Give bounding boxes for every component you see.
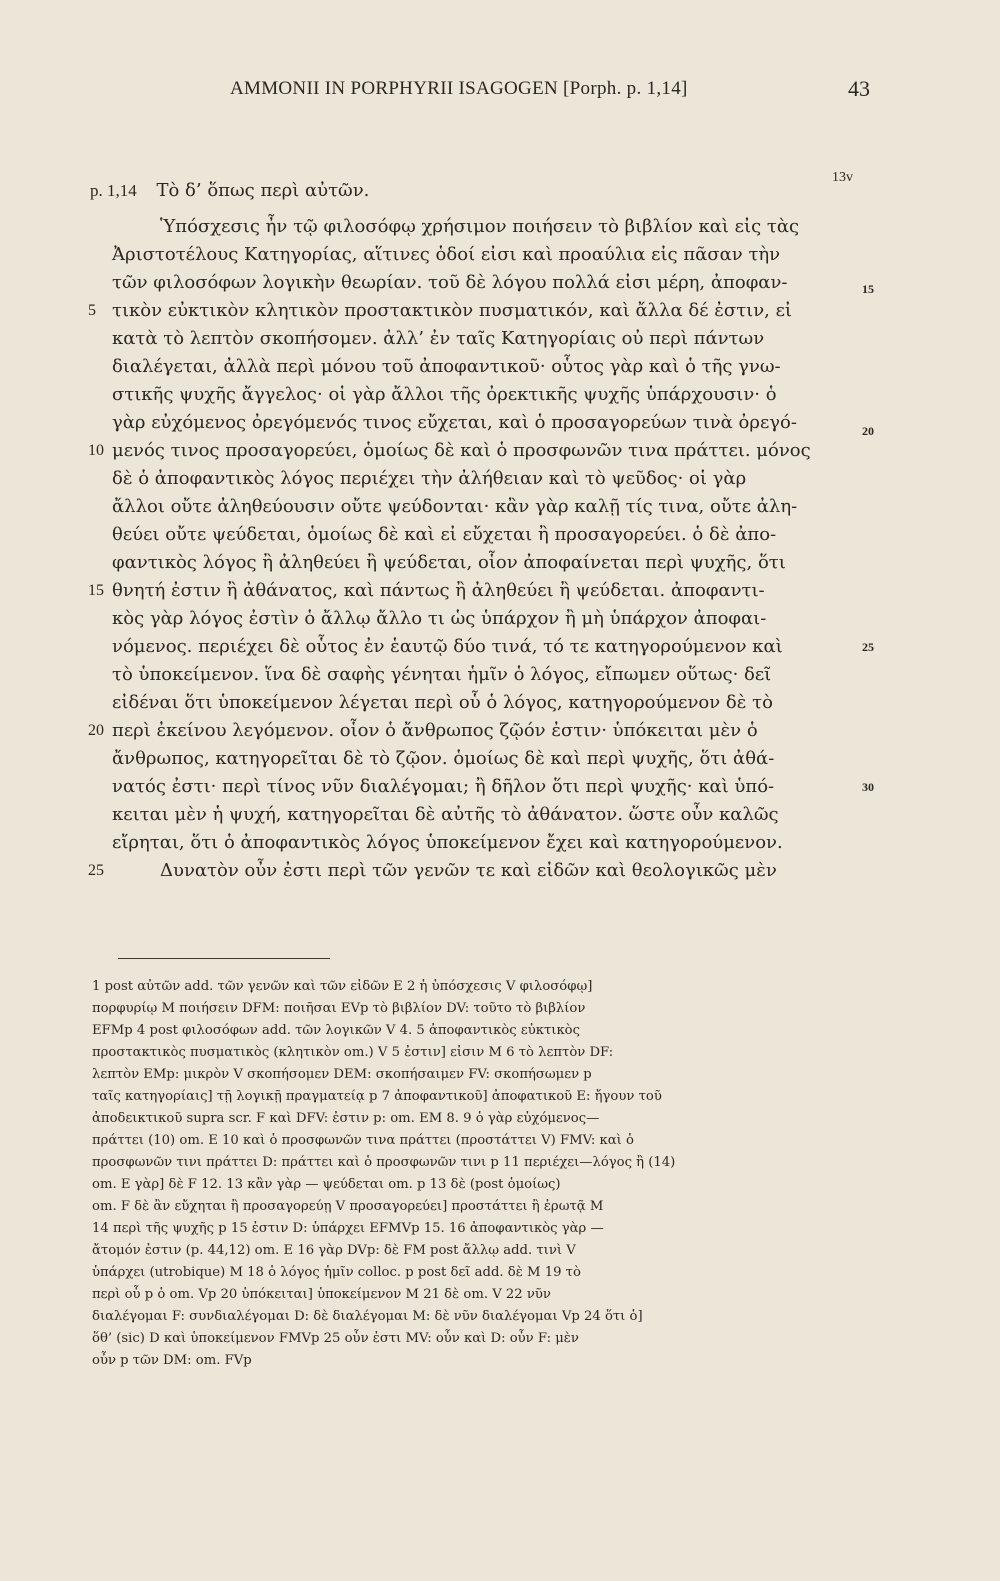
apparatus-line: λεπτὸν EMp: μικρὸν V σκοπήσομεν DEM: σκοπήσαιμεν FV: σκοπήσωμεν p <box>92 1067 592 1082</box>
apparatus-line: προσφωνῶν τινι πράττει D: πράττει καὶ ὁ προσφωνῶν τινι p 11 περιέχει—λόγος ἢ (14) <box>92 1155 676 1170</box>
text-line: Δυνατὸν οὖν ἐστι περὶ τῶν γενῶν τε καὶ εἰδῶν καὶ θεολογικῶς μὲν <box>160 860 777 881</box>
apparatus-line: ὑπάρχει (utrobique) M 18 ὁ λόγος ἡμῖν colloc. p post δεῖ add. δὲ M 19 τὸ <box>92 1265 581 1280</box>
text-line: Ὑπόσχεσις ἦν τῷ φιλοσόφῳ χρήσιμον ποιήσειν τὸ βιβλίον καὶ εἰς τὰς <box>160 216 800 237</box>
text-line: φαντικὸς λόγος ἢ ἀληθεύει ἢ ψεύδεται, οἷον ἀποφαίνεται περὶ ψυχῆς, ὅτι <box>112 552 786 573</box>
line-number: 10 <box>88 442 104 459</box>
text-line: ἄνθρωπος, κατηγορεῖται δὲ τὸ ζῷον. ὁμοίως δὲ καὶ περὶ ψυχῆς, ὅτι ἀθά- <box>112 748 775 769</box>
apparatus-line: ἀποδεικτικοῦ supra scr. F καὶ DFV: ἐστιν p: om. EM 8. 9 ὁ γὰρ εὐχόμενος— <box>92 1111 600 1126</box>
text-line: ἄλλοι οὔτε ἀληθεύουσιν οὔτε ψεύδονται· κἂν γὰρ καλῇ τίς τινα, οὔτε ἀλη- <box>112 496 798 517</box>
text-line: κατὰ τὸ λεπτὸν σκοπήσομεν. ἀλλ’ ἐν ταῖς Κατηγορίαις οὐ περὶ πάντων <box>112 328 765 349</box>
line-number: 15 <box>88 582 104 599</box>
lemma: Τὸ δ’ ὅπως περὶ αὐτῶν. <box>156 180 370 201</box>
footnote-divider <box>118 958 330 959</box>
line-number: 20 <box>88 722 104 739</box>
apparatus-line: 1 post αὐτῶν add. τῶν γενῶν καὶ τῶν εἰδῶν E 2 ἡ ὑπόσχεσις V φιλοσόφῳ] <box>92 979 593 994</box>
text-line: κειται μὲν ἡ ψυχή, κατηγορεῖται δὲ αὐτῆς τὸ ἀθάνατον. ὥστε οὖν καλῶς <box>112 804 779 825</box>
apparatus-line: ὅθ’ (sic) D καὶ ὑποκείμενον FMVp 25 οὖν ἐστι MV: οὖν καὶ D: οὖν F: μὲν <box>92 1331 579 1346</box>
text-line: περὶ ἐκείνου λεγόμενον. οἷον ὁ ἄνθρωπος ζῷόν ἐστιν· ὑπόκειται μὲν ὁ <box>112 720 758 741</box>
text-line: στικῆς ψυχῆς ἄγγελος· οἱ γὰρ ἄλλοι τῆς ὀρεκτικῆς ψυχῆς ὑπάρχουσιν· ὁ <box>112 384 777 405</box>
section-heading <box>90 180 369 201</box>
apparatus-line: ἄτομόν ἐστιν (p. 44,12) om. E 16 γὰρ DVp: δὲ FM post ἄλλῳ add. τινὶ V <box>92 1243 576 1258</box>
text-line: θνητή ἐστιν ἢ ἀθάνατος, καὶ πάντως ἢ ἀληθεύει ἢ ψεύδεται. ἀποφαντι- <box>112 580 765 601</box>
folio-marker: 13v <box>832 170 853 185</box>
apparatus-line: οὖν p τῶν DM: om. FVp <box>92 1353 252 1368</box>
text-line: νατός ἐστι· περὶ τίνος νῦν διαλέγομαι; ἢ δῆλον ὅτι περὶ ψυχῆς· καὶ ὑπό- <box>112 776 775 797</box>
margin-number: 25 <box>862 640 874 654</box>
apparatus-line: πορφυρίῳ M ποιήσειν DFM: ποιῆσαι EVp τὸ βιβλίον DV: τοῦτο τὸ βιβλίον <box>92 1001 586 1016</box>
apparatus-line: πράττει (10) om. E 10 καὶ ὁ προσφωνῶν τινα πράττει (προστάττει V) FMV: καὶ ὁ <box>92 1133 634 1148</box>
text-line: δὲ ὁ ἀποφαντικὸς λόγος περιέχει τὴν ἀλήθειαν καὶ τὸ ψεῦδος· οἱ γὰρ <box>112 468 747 489</box>
text-line: εἰδέναι ὅτι ὑποκείμενον λέγεται περὶ οὗ ὁ λόγος, κατηγορούμενον δὲ τὸ <box>112 692 773 713</box>
line-number: 25 <box>88 862 104 879</box>
margin-number: 30 <box>862 780 874 794</box>
apparatus-line: ταῖς κατηγορίαις] τῇ λογικῇ πραγματείᾳ p 7 ἀποφαντικοῦ] ἀποφατικοῦ E: ἤγουν τοῦ <box>92 1089 662 1104</box>
text-line: τῶν φιλοσόφων λογικὴν θεωρίαν. τοῦ δὲ λόγου πολλά εἰσι μέρη, ἀποφαν- <box>112 272 788 293</box>
text-line: Ἀριστοτέλους Κατηγορίας, αἵτινες ὁδοί εἰσι καὶ προαύλια εἰς πᾶσαν τὴν <box>112 244 781 265</box>
line-number: 5 <box>88 302 96 319</box>
apparatus-line: περὶ οὗ p ὁ om. Vp 20 ὑπόκειται] ὑποκείμενον M 21 δὲ om. V 22 νῦν <box>92 1287 551 1302</box>
page-number: 43 <box>848 76 870 101</box>
margin-number: 15 <box>862 282 874 296</box>
apparatus-line: om. F δὲ ἂν εὔχηται ἢ προσαγορεύῃ V προσαγορεύει] προστάττει ἢ ἐρωτᾷ M <box>92 1199 604 1214</box>
apparatus-line: διαλέγομαι F: συνδιαλέγομαι D: δὲ διαλέγομαι M: δὲ νῦν διαλέγομαι Vp 24 ὅτι ὁ] <box>92 1309 643 1324</box>
apparatus-line: EFMp 4 post φιλοσόφων add. τῶν λογικῶν V 4. 5 ἀποφαντικὸς εὐκτικὸς <box>92 1023 581 1038</box>
text-line: διαλέγεται, ἀλλὰ περὶ μόνου τοῦ ἀποφαντικοῦ· οὗτος γὰρ καὶ ὁ τῆς γνω- <box>112 356 781 377</box>
porphyry-reference: p. 1,14 <box>90 181 137 200</box>
text-line: νόμενος. περιέχει δὲ οὗτος ἐν ἑαυτῷ δύο τινά, τό τε κατηγορούμενον καὶ <box>112 636 783 657</box>
apparatus-line: προστακτικὸς πυσματικὸς (κλητικὸν om.) V 5 ἐστιν] εἰσιν M 6 τὸ λεπτὸν DF: <box>92 1045 614 1060</box>
text-line: εἴρηται, ὅτι ὁ ἀποφαντικὸς λόγος ὑποκείμενον ἔχει καὶ κατηγορούμενον. <box>112 832 783 853</box>
text-line: μενός τινος προσαγορεύει, ὁμοίως δὲ καὶ ὁ προσφωνῶν τινα πράττει. μόνος <box>112 440 811 461</box>
margin-number: 20 <box>862 424 874 438</box>
apparatus-line: om. E γὰρ] δὲ F 12. 13 κἂν γὰρ — ψεύδεται om. p 13 δὲ (post ὁμοίως) <box>92 1177 561 1192</box>
text-line: θεύει οὔτε ψεύδεται, ὁμοίως δὲ καὶ εἰ εὔχεται ἢ προσαγορεύει. ὁ δὲ ἀπο- <box>112 524 777 545</box>
text-line: τὸ ὑποκείμενον. ἵνα δὲ σαφὴς γένηται ἡμῖν ὁ λόγος, εἴπωμεν οὕτως· δεῖ <box>112 664 772 685</box>
text-line: κὸς γὰρ λόγος ἐστὶν ὁ ἄλλῳ ἄλλο τι ὡς ὑπάρχον ἢ μὴ ὑπάρχον ἀποφαι- <box>112 608 767 629</box>
text-line: τικὸν εὐκτικὸν κλητικὸν προστακτικὸν πυσματικόν, καὶ ἄλλα δέ ἐστιν, εἰ <box>112 300 792 321</box>
apparatus-line: 14 περὶ τῆς ψυχῆς p 15 ἐστιν D: ὑπάρχει EFMVp 15. 16 ἀποφαντικὸς γὰρ — <box>92 1221 604 1236</box>
running-title: AMMONII IN PORPHYRII ISAGOGEN [Porph. p. 1,14] <box>230 78 688 99</box>
text-line: γὰρ εὐχόμενος ὀρεγόμενός τινος εὔχεται, καὶ ὁ προσαγορεύων τινὰ ὀρεγό- <box>112 412 797 433</box>
page-header <box>110 74 870 110</box>
